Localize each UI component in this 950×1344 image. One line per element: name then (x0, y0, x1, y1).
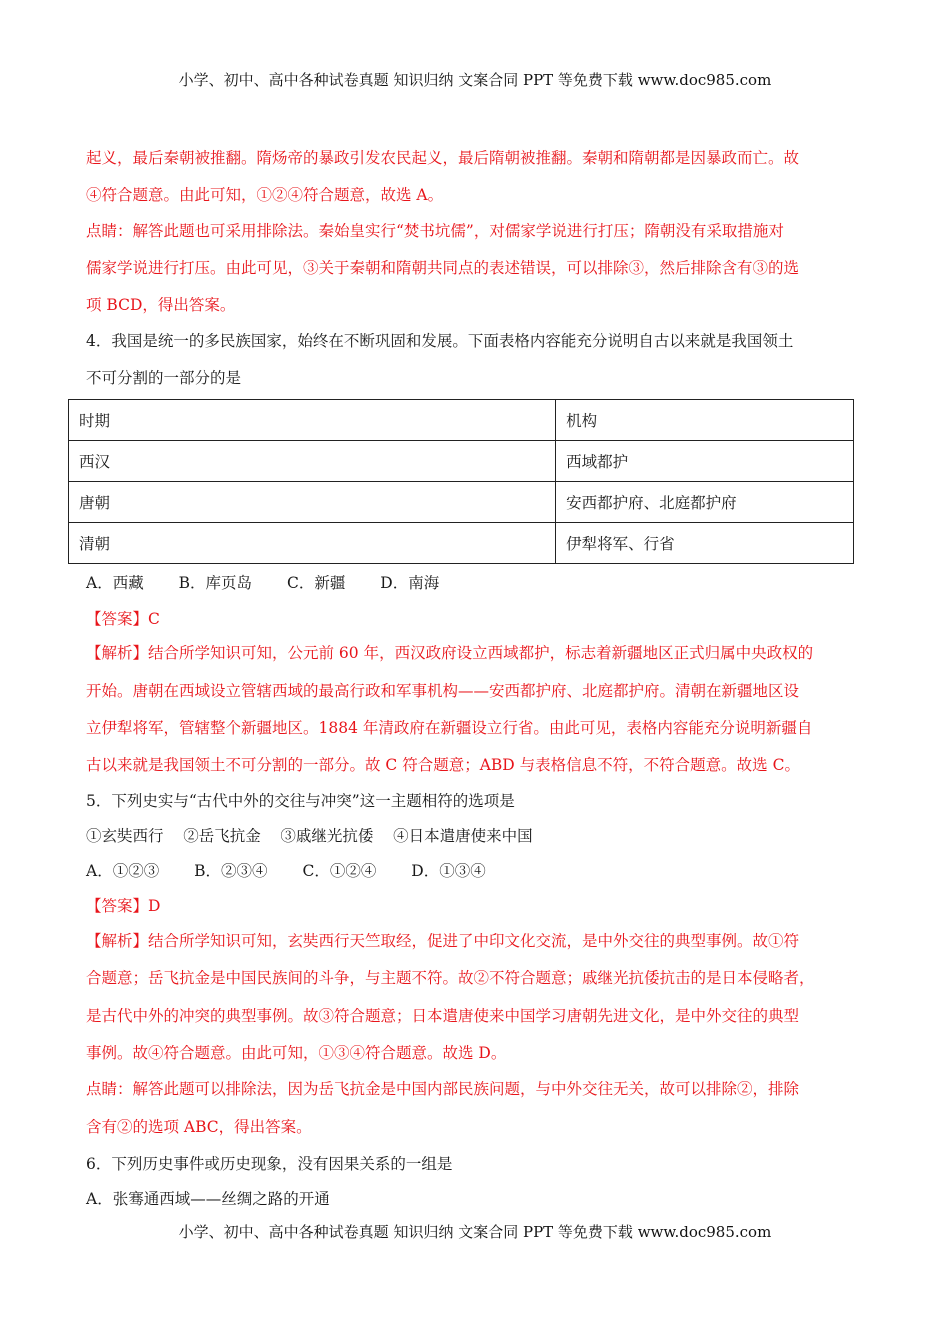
table-cell: 安西都护府、北庭都护府 (556, 482, 854, 523)
table-row (69, 482, 854, 523)
q4-option-c: C．新疆 (286, 574, 346, 592)
table-row (69, 523, 854, 564)
table-cell: 伊犁将军、行省 (556, 523, 854, 564)
q5-analysis-line: 【解析】结合所学知识可知，玄奘西行天竺取经，促进了中印文化交流，是中外交往的典型事例。故①符 (86, 932, 800, 950)
q6-stem: 6．下列历史事件或历史现象，没有因果关系的一组是 (86, 1155, 453, 1173)
q5-items: ①玄奘西行 ②岳飞抗金 ③戚继光抗倭 ④日本遣唐使来中国 (86, 827, 533, 845)
q4-analysis-line: 开始。唐朝在西域设立管辖西域的最高行政和军事机构——安西都护府、北庭都护府。清朝在新疆地区设 (86, 682, 800, 700)
prev-analysis-line: ④符合题意。由此可知，①②④符合题意，故选 A。 (86, 186, 444, 204)
table-header-cell: 时期 (69, 400, 556, 441)
q4-stem: 不可分割的一部分的是 (86, 369, 242, 387)
q5-answer: 【答案】D (86, 897, 161, 915)
table-cell: 西域都护 (556, 441, 854, 482)
q4-stem: 4．我国是统一的多民族国家，始终在不断巩固和发展。下面表格内容能充分说明自古以来就是我国领土 (86, 332, 794, 350)
q4-analysis-line: 【解析】结合所学知识可知，公元前 60 年，西汉政府设立西域都护，标志着新疆地区正式归属中央政权的 (86, 644, 814, 662)
q5-option-d: D．①③④ (411, 862, 486, 880)
q5-tip-line: 含有②的选项 ABC，得出答案。 (86, 1118, 312, 1136)
q5-option-c: C．①②④ (302, 862, 377, 880)
q4-option-a: A．西藏 (86, 574, 144, 592)
q5-option-a: A．①②③ (86, 862, 160, 880)
table-header-row (69, 400, 854, 441)
q5-analysis-line: 事例。故④符合题意。由此可知，①③④符合题意。故选 D。 (86, 1044, 507, 1062)
q4-option-b: B．库页岛 (178, 574, 253, 592)
table-header-cell: 机构 (556, 400, 854, 441)
q5-analysis-line: 是古代中外的冲突的典型事例。故③符合题意；日本遣唐使来中国学习唐朝先进文化，是中外交往的典型 (86, 1007, 800, 1025)
q4-analysis-line: 古以来就是我国领土不可分割的一部分。故 C 符合题意；ABD 与表格信息不符，不符合题意。故选 C。 (86, 756, 800, 774)
q4-option-d: D．南海 (380, 574, 440, 592)
prev-analysis-line: 起义，最后秦朝被推翻。隋炀帝的暴政引发农民起义，最后隋朝被推翻。秦朝和隋朝都是因暴政而亡。故 (86, 149, 800, 167)
prev-tip-line: 儒家学说进行打压。由此可见，③关于秦朝和隋朝共同点的表述错误，可以排除③，然后排除含有③的选 (86, 259, 800, 277)
page-footer: 小学、初中、高中各种试卷真题 知识归纳 文案合同 PPT 等免费下载 www.doc985.com (178, 1223, 772, 1241)
q5-tip-line: 点睛：解答此题可以排除法，因为岳飞抗金是中国内部民族问题，与中外交往无关，故可以排除②，排除 (86, 1080, 800, 1098)
q4-answer: 【答案】C (86, 610, 160, 628)
page-header: 小学、初中、高中各种试卷真题 知识归纳 文案合同 PPT 等免费下载 www.doc985.com (178, 71, 772, 89)
q4-options (86, 573, 439, 593)
q4-analysis-line: 立伊犁将军，管辖整个新疆地区。1884 年清政府在新疆设立行省。由此可见，表格内容能充分说明新疆自 (86, 719, 813, 737)
table-cell: 西汉 (69, 441, 556, 482)
q5-analysis-line: 合题意；岳飞抗金是中国民族间的斗争，与主题不符。故②不符合题意；戚继光抗倭抗击的是日本侵略者， (86, 969, 815, 987)
q5-options (86, 861, 486, 881)
q4-table (68, 399, 854, 564)
table-cell: 清朝 (69, 523, 556, 564)
prev-tip-line: 点睛：解答此题也可采用排除法。秦始皇实行“焚书坑儒”，对儒家学说进行打压；隋朝没有采取措施对 (86, 222, 784, 240)
prev-tip-line: 项 BCD，得出答案。 (86, 296, 236, 314)
table-cell: 唐朝 (69, 482, 556, 523)
table-row (69, 441, 854, 482)
q6-option-a: A．张骞通西域——丝绸之路的开通 (86, 1190, 330, 1208)
q5-stem: 5．下列史实与“古代中外的交往与冲突”这一主题相符的选项是 (86, 792, 515, 810)
q5-option-b: B．②③④ (194, 862, 268, 880)
